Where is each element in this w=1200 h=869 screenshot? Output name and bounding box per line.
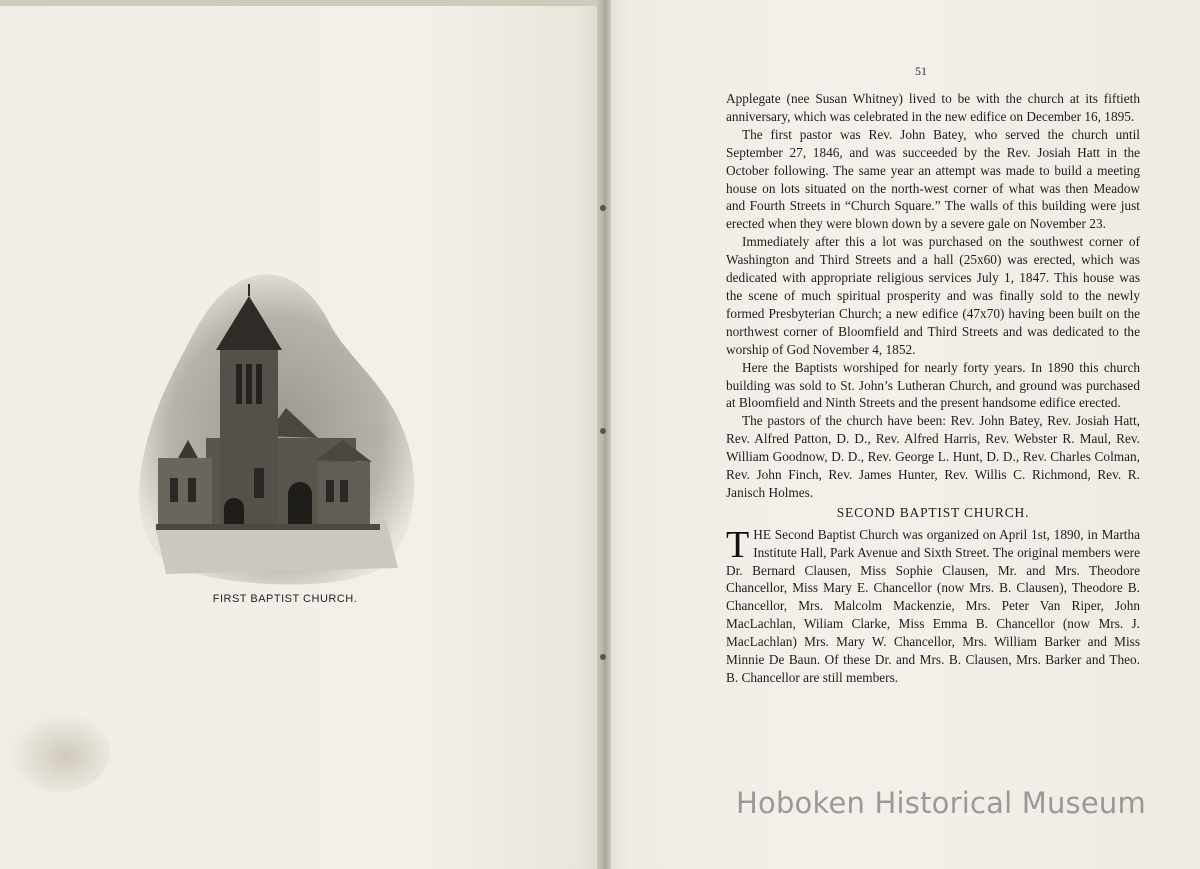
paragraph: Here the Baptists worshiped for nearly forty years. In 1890 this church building was sold to St. John’s Lutheran Church, and ground was purchased at Bloomfield and Ninth Streets and the present handsome edifice erected. [726, 359, 1140, 411]
section-heading: SECOND BAPTIST CHURCH. [836, 504, 1030, 520]
page-stain [10, 712, 110, 792]
binding-stitch [600, 428, 606, 434]
page-body [726, 90, 1140, 687]
page-number: 51 [915, 64, 927, 78]
paragraph: Applegate (nee Susan Whitney) lived to be with the church at its fiftieth anniversary, which was celebrated in the new edifice on December 16, 1895. [726, 91, 1140, 124]
paragraph: The pastors of the church have been: Rev. John Batey, Rev. Josiah Hatt, Rev. Alfred Patton, D. D., Rev. Alfred Harris, Rev. Webster R. Maul, Rev. William Goodnow, D. D., Rev. George L. Hunt, D. D., Rev. Charles Colman, Rev. John Finch, Rev. James Hunter, Rev. Willis C. Richmond, Rev. R. Janisch Holmes. [726, 413, 1140, 500]
paragraph: Immediately after this a lot was purchased on the southwest corner of Washington and Third Streets and a hall (25x60) was erected, which was dedicated with appropriate religious services July 1, 1847. This house was the scene of much spiritual prosperity and was finally sold to the newly formed Presbyterian Church; a new edifice (47x70) having been built on the northwest corner of Bloomfield and Third Streets and was dedicated to the worship of God November 4, 1852. [726, 234, 1140, 357]
section-paragraph [726, 523, 1140, 687]
illustration-caption: FIRST BAPTIST CHURCH. [212, 593, 358, 605]
book-gutter [597, 0, 611, 869]
page-top-edge [0, 0, 604, 6]
church-illustration-icon [136, 268, 420, 586]
binding-stitch [600, 654, 606, 660]
paragraph: The first pastor was Rev. John Batey, who served the church until September 27, 1846, and was succeeded by the Rev. Josiah Hatt in the October following. The same year an attempt was made to build a meeting house on lots situated on the north-west corner of what was then Meadow and Fourth Streets in “Church Square.” The walls of this building were just erected when they were blown down by a severe gale on November 23. [726, 126, 1140, 232]
binding-stitch [600, 205, 606, 211]
drop-cap: T [726, 523, 750, 566]
section-paragraph-text: HE Second Baptist Church was organized on April 1st, 1890, in Martha Institute Hall, Park Avenue and Sixth Street. The original members were Dr. Bernard Clausen, Miss Sophie Clausen, Mr. and Mrs. Theodore Chancellor, Miss Mary E. Chancellor (now Mrs. B. Clausen), Theodore B. Chancellor, Mrs. Malcolm Mackenzie, Mrs. Peter Van Riper, John MacLachlan, Wiliam Clarke, Miss Emma B. Chancellor (now Mrs. J. MacLachlan) Mrs. Mary W. Chancellor, Mrs. William Barker and Miss Minnie De Baun. Of these Dr. and Mrs. B. Clausen, Mrs. Barker and Theo. B. Chancellor are still members. [726, 526, 1140, 685]
museum-watermark: Hoboken Historical Museum [736, 786, 1146, 820]
